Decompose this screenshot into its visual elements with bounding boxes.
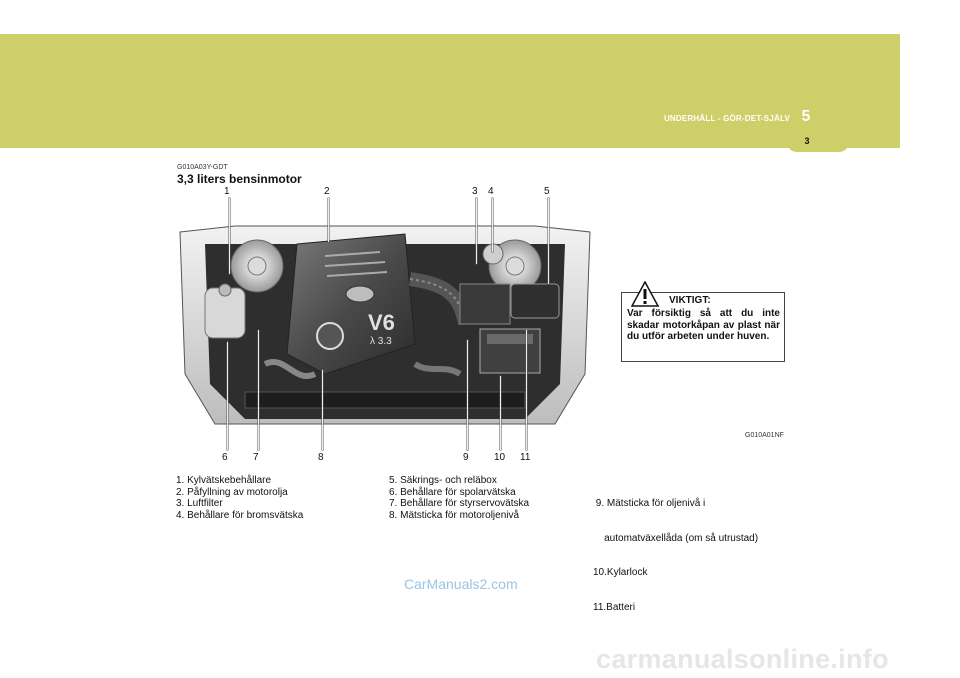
callout-8: 8 bbox=[318, 452, 324, 463]
parts-list-col2 bbox=[389, 475, 529, 521]
engine-badge-sub: λ 3.3 bbox=[370, 336, 392, 347]
section-title: UNDERHÅLL - GÖR-DET-SJÄLV bbox=[663, 114, 790, 123]
list-item: 11.Batteri bbox=[593, 601, 636, 613]
callout-10: 10 bbox=[494, 452, 506, 463]
watermark-text: carmanualsonline.info bbox=[596, 644, 889, 674]
warning-box bbox=[621, 292, 785, 362]
list-item: 2. Påfyllning av motorolja bbox=[176, 486, 288, 498]
leader-line-2 bbox=[328, 198, 329, 242]
parts-list-col3 bbox=[593, 475, 758, 625]
engine-bay-illustration bbox=[175, 224, 595, 434]
callout-11: 11 bbox=[520, 452, 531, 463]
leader-line-4 bbox=[492, 198, 493, 252]
figure-code: G010A01NF bbox=[745, 432, 784, 439]
list-item: 8. Mätsticka för motoroljenivå bbox=[389, 509, 520, 521]
list-item: 4. Behållare för bromsvätska bbox=[176, 509, 304, 521]
warning-text: Var försiktig så att du inte skadar motorkåpan av plast när du utför arbeten under huven. bbox=[627, 308, 780, 342]
leader-line-3 bbox=[476, 198, 477, 264]
list-item: 1. Kylvätskebehållare bbox=[176, 475, 272, 486]
watermark-link[interactable]: CarManuals2.com bbox=[404, 576, 518, 592]
warning-heading: VIKTIGT: bbox=[669, 295, 711, 306]
leader-line-11 bbox=[526, 330, 527, 450]
callout-2: 2 bbox=[324, 186, 330, 197]
leader-line-6 bbox=[227, 342, 228, 450]
callout-5: 5 bbox=[544, 186, 550, 197]
page-number: 3 bbox=[804, 136, 810, 146]
engine-badge: V6 bbox=[368, 310, 395, 335]
warning-triangle-icon bbox=[631, 281, 659, 307]
callout-6: 6 bbox=[222, 452, 228, 463]
callout-1: 1 bbox=[224, 186, 230, 197]
leader-line-7 bbox=[258, 330, 259, 450]
doc-code: G010A03Y-GDT bbox=[177, 164, 228, 171]
page-title: 3,3 liters bensinmotor bbox=[177, 172, 302, 186]
parts-list-col1 bbox=[176, 475, 303, 521]
header-band bbox=[0, 34, 900, 148]
list-item: automatväxellåda (om så utrustad) bbox=[593, 532, 759, 544]
leader-line-5 bbox=[548, 198, 549, 284]
list-item: 9. Mätsticka för oljenivå i bbox=[593, 498, 706, 509]
callout-4: 4 bbox=[488, 186, 494, 197]
list-item: 3. Luftfilter bbox=[176, 498, 223, 509]
list-item: 10.Kylarlock bbox=[593, 567, 648, 578]
chapter-number: 5 bbox=[801, 108, 811, 125]
list-item: 6. Behållare för spolarvätska bbox=[389, 486, 516, 498]
callout-7: 7 bbox=[253, 452, 259, 463]
leader-line-8 bbox=[322, 370, 323, 450]
list-item: 5. Säkrings- och reläbox bbox=[389, 475, 497, 486]
callout-3: 3 bbox=[472, 186, 478, 197]
list-item: 7. Behållare för styrservovätska bbox=[389, 498, 530, 509]
leader-line-9 bbox=[467, 340, 468, 450]
leader-line-10 bbox=[500, 376, 501, 450]
callout-9: 9 bbox=[463, 452, 469, 463]
leader-line-1 bbox=[229, 198, 230, 274]
